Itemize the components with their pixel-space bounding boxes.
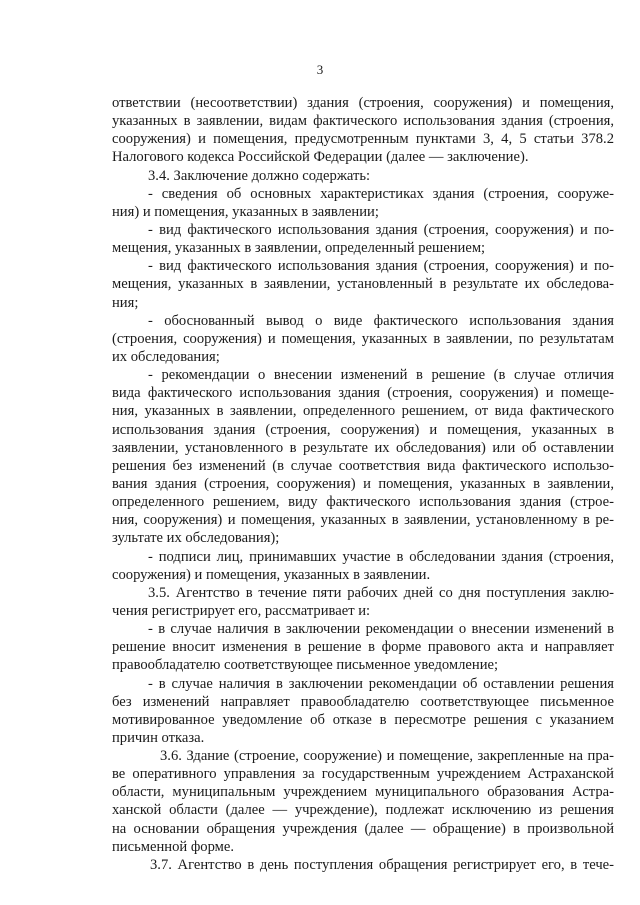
text-line: без изменений направляет правообладателю соответствующее письменное [112,693,614,710]
text-line: - в случае наличия в заключении рекомендации о внесении изменений в [148,621,614,638]
text-line: мотивированное уведомление об отказе в пересмотре решения с указанием [112,711,614,728]
text-line: решения без изменений (в случае соответствия вида фактического использо- [112,457,614,474]
text-line: 3.5. Агентство в течение пяти рабочих дней со дня поступления заклю- [148,584,614,601]
text-line: ответствии (несоответствии) здания (строения, сооружения) и помещения, [112,95,614,111]
text-line: вида фактического использования здания (строения, сооружения) и помеще- [112,385,614,402]
text-line: правообладателю соответствующее письменное уведомление; [112,657,499,674]
text-line: 3.4. Заключение должно содержать: [148,167,371,184]
text-line: использования здания (строения, сооружения) и помещения, указанных в [112,421,614,438]
text-line: на основании обращения учреждения (далее — обращение) в произвольной [112,820,614,837]
text-line: 3.6. Здание (строение, сооружение) и помещение, закрепленные на пра- [160,748,614,765]
text-line: зультате их обследования); [112,530,280,547]
text-line: - подписи лиц, принимавших участие в обследовании здания (строения, [148,548,614,565]
text-line: мещения, указанных в заявлении, установленный в результате их обследова- [112,276,614,293]
text-line: сооружения) и помещения, указанных в заявлении. [112,566,431,583]
text-line: - сведения об основных характеристиках здания (строения, сооруже- [148,185,614,202]
text-line: вания здания (строения, сооружения) и помещения, указанных в заявлении, [112,475,614,492]
text-line: - в случае наличия в заключении рекомендации об оставлении решения [148,675,614,692]
text-line: причин отказа. [112,729,205,746]
text-line: ханской области (далее — учреждение), подлежат исключению из решения [112,802,614,819]
text-line: письменной форме. [112,838,235,855]
text-line: заявлении, установленного в результате их обследования) или об оставлении [112,439,614,456]
text-line: Налогового кодекса Российской Федерации (далее — заключение). [112,149,529,166]
text-line: ве оперативного управления за государственным учреждением Астраханской [112,766,614,783]
text-line: 3.7. Агентство в день поступления обращения регистрирует его, в тече- [150,856,614,873]
text-line: - вид фактического использования здания (строения, сооружения) и по- [148,221,614,238]
text-line: ния, сооружения) и помещения, указанных в заявлении, установленному в ре- [112,512,614,529]
text-line: определенного решением, виду фактического использования здания (строе- [112,494,614,511]
text-line: чения регистрирует его, рассматривает и: [112,602,371,619]
text-line: ния) и помещения, указанных в заявлении; [112,203,379,220]
text-line: сооружения) и помещения, предусмотренным пунктами 3, 4, 5 статьи 378.2 [112,131,614,148]
text-line: - обоснованный вывод о виде фактического использования здания [148,312,614,329]
document-body [112,94,614,874]
text-line: их обследования; [112,348,220,365]
text-line: указанных в заявлении, видам фактического использования здания (строения, [112,113,614,130]
text-line: ния, указанных в заявлении, определенного решением, от вида фактического [112,403,614,420]
text-line: ния; [112,294,139,311]
text-line: (строения, сооружения) и помещения, указанных в заявлении, по результатам [112,330,614,347]
page-number: 3 [316,62,324,77]
text-line: мещения, указанных в заявлении, определенный решением; [112,240,486,257]
text-line: - вид фактического использования здания (строения, сооружения) и по- [148,258,614,275]
text-line: - рекомендации о внесении изменений в решение (в случае отличия [148,367,614,384]
text-line: области, муниципальным учреждением муниципального образования Астра- [112,784,614,801]
text-line: решение вносит изменения в решение в форме правового акта и направляет [112,639,614,656]
